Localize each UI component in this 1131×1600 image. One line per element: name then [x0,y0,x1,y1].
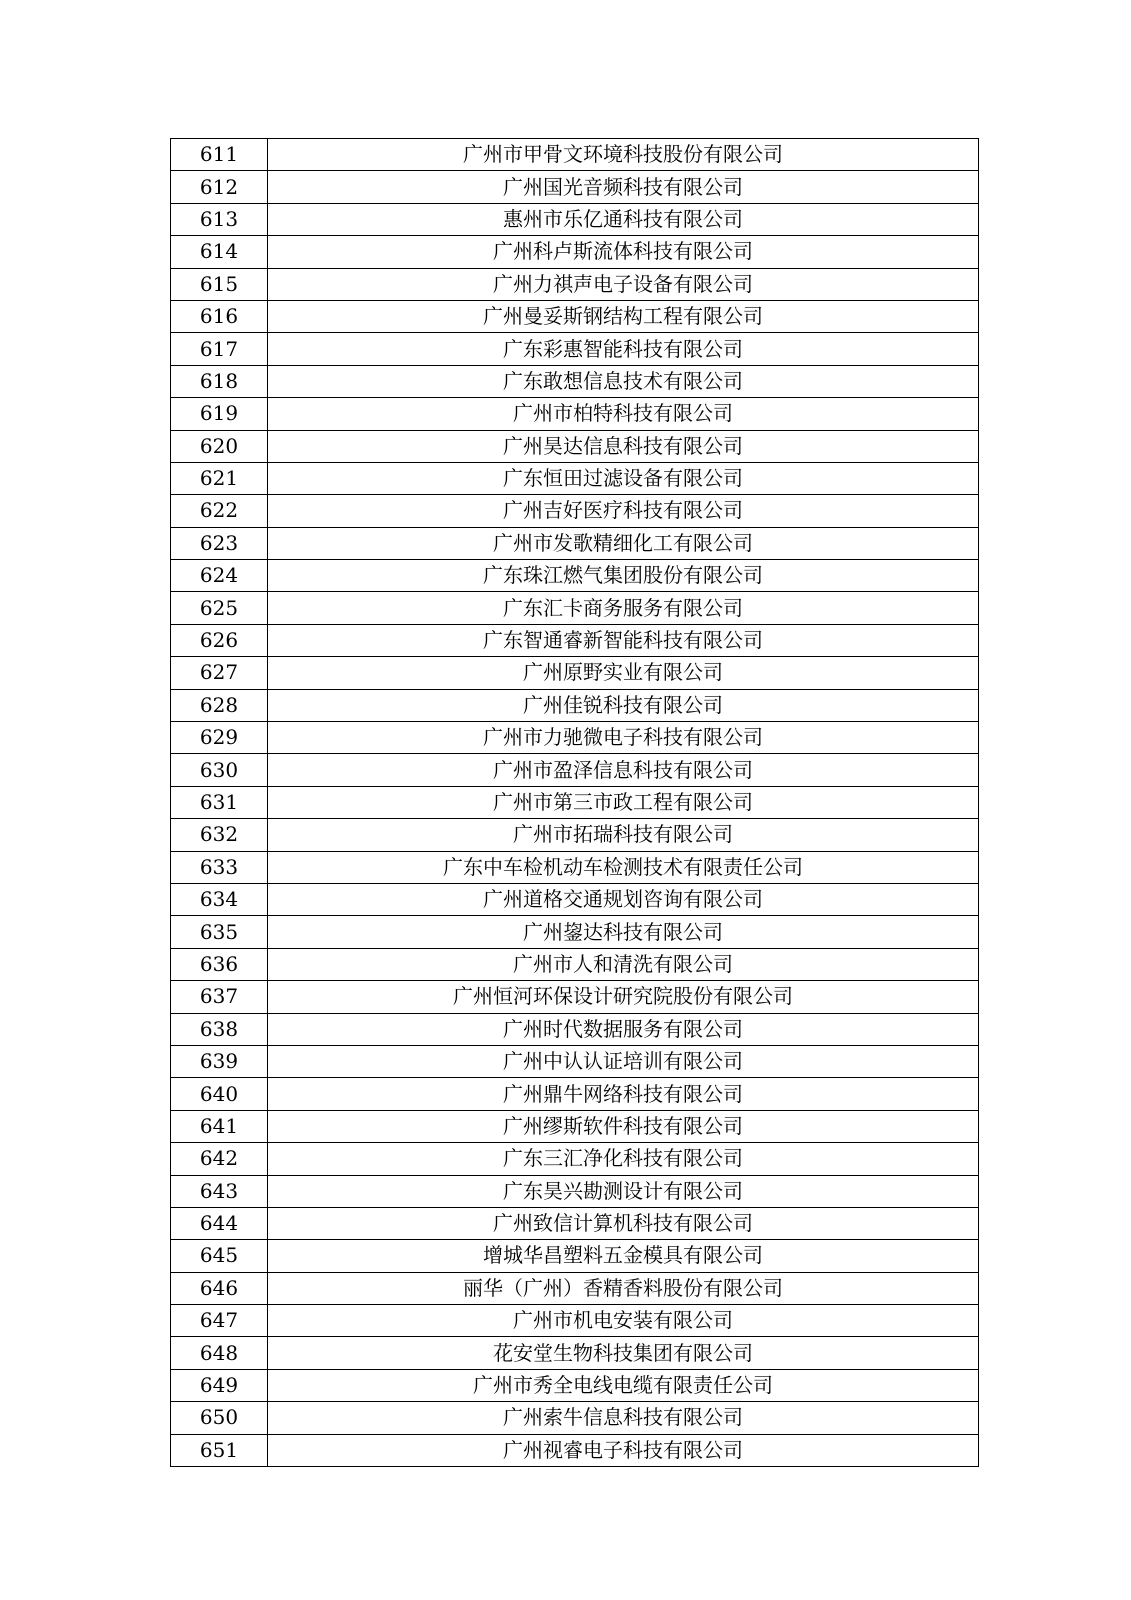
row-number: 647 [171,1305,268,1337]
table-row [171,268,979,300]
company-name: 广东敢想信息技术有限公司 [268,365,979,397]
row-number: 629 [171,722,268,754]
table-row [171,365,979,397]
row-number: 620 [171,430,268,462]
table-row [171,333,979,365]
row-number: 624 [171,560,268,592]
row-number: 628 [171,689,268,721]
row-number: 623 [171,527,268,559]
company-name: 广州市力驰微电子科技有限公司 [268,722,979,754]
table-row [171,689,979,721]
table-row [171,1272,979,1304]
row-number: 635 [171,916,268,948]
table-row [171,171,979,203]
company-name: 广东恒田过滤设备有限公司 [268,462,979,494]
company-name: 广州科卢斯流体科技有限公司 [268,236,979,268]
table-row [171,1013,979,1045]
row-number: 637 [171,981,268,1013]
row-number: 627 [171,657,268,689]
row-number: 638 [171,1013,268,1045]
table-body [171,139,979,1467]
row-number: 619 [171,398,268,430]
row-number: 634 [171,883,268,915]
table-row [171,560,979,592]
table-row [171,139,979,171]
table-row [171,1305,979,1337]
company-name: 广州昊达信息科技有限公司 [268,430,979,462]
company-name: 广州市机电安装有限公司 [268,1305,979,1337]
table-row [171,722,979,754]
table-row [171,1240,979,1272]
company-name: 广州市秀全电线电缆有限责任公司 [268,1369,979,1401]
company-name: 广州佳锐科技有限公司 [268,689,979,721]
company-name: 广东珠江燃气集团股份有限公司 [268,560,979,592]
company-name: 广州市柏特科技有限公司 [268,398,979,430]
table-row [171,657,979,689]
row-number: 621 [171,462,268,494]
table-row [171,495,979,527]
row-number: 639 [171,1045,268,1077]
company-name: 广州市拓瑞科技有限公司 [268,819,979,851]
table-row [171,754,979,786]
table-row [171,1337,979,1369]
table-row [171,1207,979,1239]
row-number: 625 [171,592,268,624]
table-row [171,1110,979,1142]
table-row [171,1078,979,1110]
table-row [171,1045,979,1077]
company-name: 广州力祺声电子设备有限公司 [268,268,979,300]
company-name: 广州视睿电子科技有限公司 [268,1434,979,1466]
row-number: 651 [171,1434,268,1466]
company-name: 广州曼妥斯钢结构工程有限公司 [268,300,979,332]
company-name: 广州中认认证培训有限公司 [268,1045,979,1077]
row-number: 642 [171,1143,268,1175]
row-number: 615 [171,268,268,300]
company-name: 广州原野实业有限公司 [268,657,979,689]
table-row [171,430,979,462]
table-row [171,203,979,235]
company-list-table [170,138,979,1467]
company-name: 花安堂生物科技集团有限公司 [268,1337,979,1369]
table-row [171,462,979,494]
company-name: 广州鼎牛网络科技有限公司 [268,1078,979,1110]
row-number: 644 [171,1207,268,1239]
row-number: 617 [171,333,268,365]
row-number: 630 [171,754,268,786]
company-name: 广州道格交通规划咨询有限公司 [268,883,979,915]
company-name: 广州索牛信息科技有限公司 [268,1402,979,1434]
company-name: 广东昊兴勘测设计有限公司 [268,1175,979,1207]
row-number: 614 [171,236,268,268]
company-name: 广州缪斯软件科技有限公司 [268,1110,979,1142]
company-name: 丽华（广州）香精香料股份有限公司 [268,1272,979,1304]
row-number: 633 [171,851,268,883]
table-row [171,300,979,332]
table-row [171,527,979,559]
table-row [171,948,979,980]
table-row [171,398,979,430]
row-number: 616 [171,300,268,332]
company-name: 广东彩惠智能科技有限公司 [268,333,979,365]
company-name: 广州时代数据服务有限公司 [268,1013,979,1045]
company-name: 广东智通睿新智能科技有限公司 [268,624,979,656]
company-name: 广州市甲骨文环境科技股份有限公司 [268,139,979,171]
row-number: 611 [171,139,268,171]
company-name: 广州市第三市政工程有限公司 [268,786,979,818]
row-number: 626 [171,624,268,656]
row-number: 612 [171,171,268,203]
table-row [171,592,979,624]
company-name: 广州吉好医疗科技有限公司 [268,495,979,527]
row-number: 636 [171,948,268,980]
table-row [171,883,979,915]
table-row [171,786,979,818]
table-row [171,916,979,948]
company-name: 广州市人和清洗有限公司 [268,948,979,980]
table-row [171,1175,979,1207]
company-name: 广州致信计算机科技有限公司 [268,1207,979,1239]
company-name: 广东中车检机动车检测技术有限责任公司 [268,851,979,883]
row-number: 645 [171,1240,268,1272]
row-number: 631 [171,786,268,818]
table-row [171,1369,979,1401]
row-number: 646 [171,1272,268,1304]
table-row [171,819,979,851]
table-row [171,981,979,1013]
company-name: 广州市盈泽信息科技有限公司 [268,754,979,786]
table-row [171,851,979,883]
table-row [171,236,979,268]
row-number: 650 [171,1402,268,1434]
company-name: 广东三汇净化科技有限公司 [268,1143,979,1175]
company-name: 广州市发歌精细化工有限公司 [268,527,979,559]
table-row [171,1402,979,1434]
company-name: 惠州市乐亿通科技有限公司 [268,203,979,235]
row-number: 622 [171,495,268,527]
company-name: 广东汇卡商务服务有限公司 [268,592,979,624]
company-name: 广州鋆达科技有限公司 [268,916,979,948]
table-row [171,1143,979,1175]
row-number: 643 [171,1175,268,1207]
row-number: 640 [171,1078,268,1110]
row-number: 641 [171,1110,268,1142]
row-number: 613 [171,203,268,235]
row-number: 649 [171,1369,268,1401]
row-number: 632 [171,819,268,851]
table-row [171,624,979,656]
table-row [171,1434,979,1466]
company-name: 增城华昌塑料五金模具有限公司 [268,1240,979,1272]
row-number: 648 [171,1337,268,1369]
row-number: 618 [171,365,268,397]
company-name: 广州国光音频科技有限公司 [268,171,979,203]
company-name: 广州恒河环保设计研究院股份有限公司 [268,981,979,1013]
